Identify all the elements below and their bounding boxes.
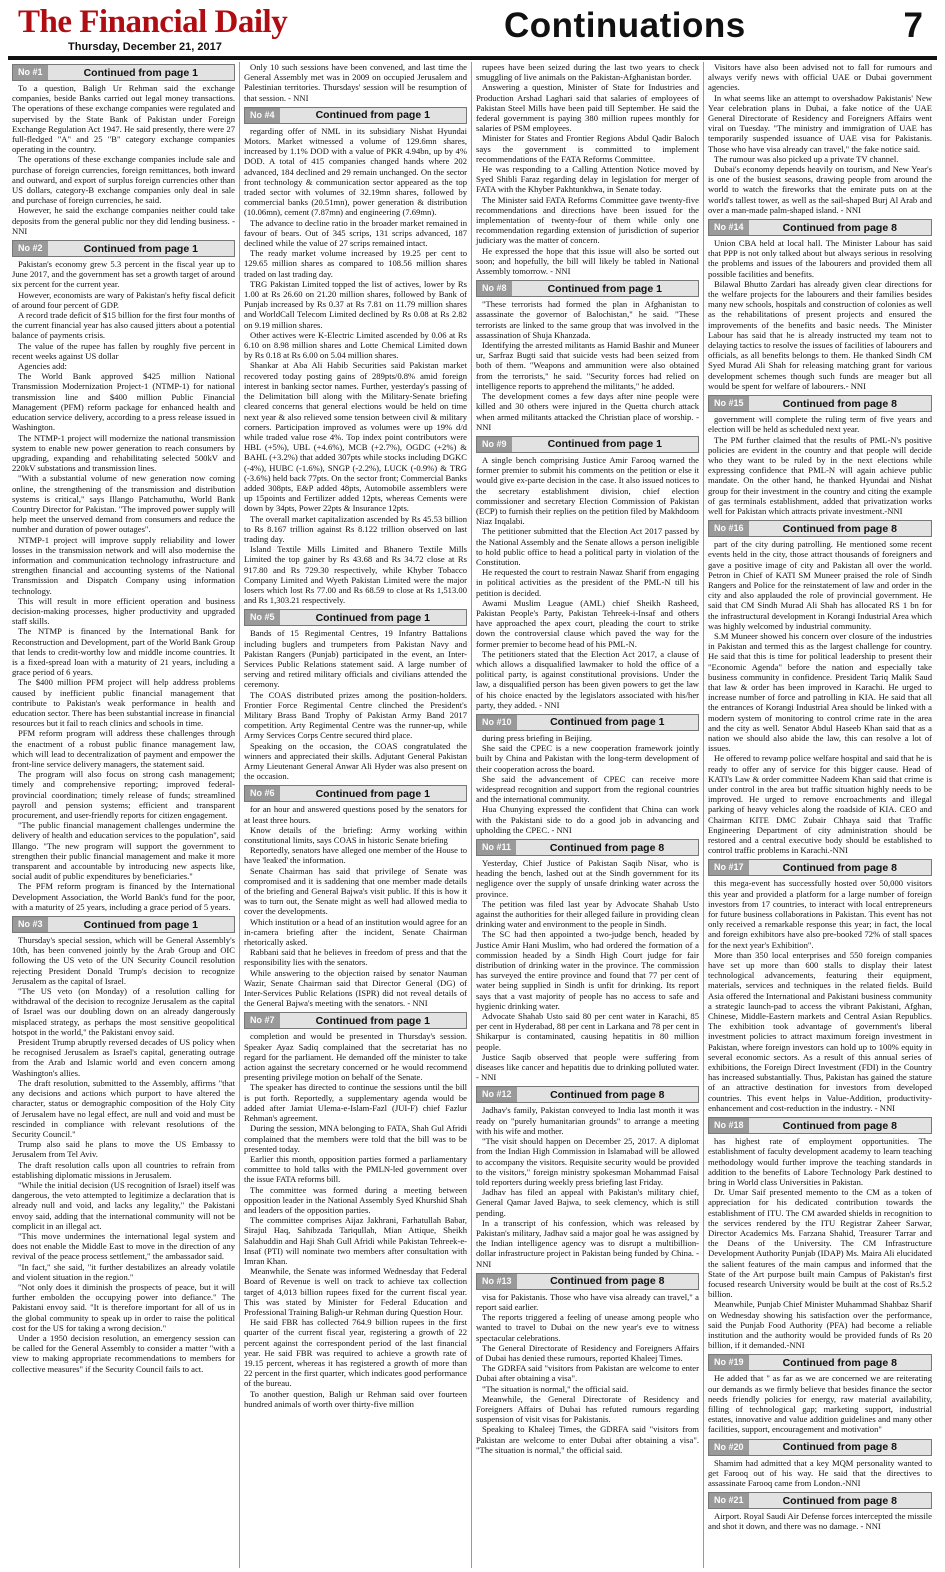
story-paragraph: The General Directorate of Residency and Foreigners Affairs of Dubai has denied these rumours, reported Khaleej Times. [476, 1342, 699, 1363]
story-title: Continued from page 8 [782, 1494, 897, 1507]
story-paragraph: Bilawal Bhutto Zardari has already given clear directions for the welfare projects for the labourers and their families besides many new schools, hospitals and construction of colonies as well as the rehabilitations of present projects and ensured the improvements of the benefits and basic needs. The Minister Labour has said that he is already instructed my team not to delaying tactics to resolve the issues of facilities of labourers and officials, as all benefits belongs to them. He thanked Sindh CM Syed Murad Ali Shah for releasing matching grant for various development schemes though such funds are meager but all would be spent for welfare of labourers.- NNI [708, 278, 932, 391]
story-number: No #21 [709, 1493, 749, 1508]
story-title: Continued from page 8 [782, 221, 897, 234]
story [476, 1273, 699, 1455]
story-title: Continued from page 8 [549, 841, 665, 854]
story-paragraph: Meanwhile, Punjab Chief Minister Muhammad Shahbaz Sharif on Wednesday showing his satisfaction over the performance, said the Punjab Food Authority (PFA) had become a reliable institution and the authority would be provided funds of Rs 20 billion, if it demanded.-NNI [708, 1299, 932, 1351]
story [12, 64, 235, 236]
story-paragraph: Thursday's special session, which will be General Assembly's 10th, has been convened jointly by the Arab Group and OIC following the US veto of the UN Security Council resolution rejecting President Donald Trump's decision to recognize Jerusalem as the capital of Israel. [12, 935, 235, 986]
story-paragraph: While answering to the objection raised by senator Nauman Wazir, Senate Chairman said that Director General (DG) of Inter-Services Public Relations (ISPR) did not reveal details of the General Bajwa's meeting with the senators. - NNI [244, 967, 467, 1009]
story-paragraph: Dr. Umar Saif presented memento to the CM as a token of appreciation for his dedicated contribution towards the establishment of ITU. The CM awarded shields in recognition to the services rendered by the ITU Registrar Zaheer Sarwar, Director Academics Ms. Farzana Shahid, Treasurer Tarrar and the Deans of the University. The CM Infrastructure Development Authority Punjab (IDAP) Ms. Maira Ali elucidated the salient features of the main campus and informed that the State of the Art purpose built main Campus of Pakistan's first focused research University would be built at the cost of Rs.5.2 billion. [708, 1187, 932, 1300]
story-paragraph: The program will also focus on strong cash management; timely and comprehensive reporting; improved federal-provincial coordination; timely release of funds; streamlined payroll and pension systems; efficient and transparent procurement, and user-friendly reports for citizen engagement. [12, 769, 235, 821]
story [12, 240, 235, 912]
story-paragraph: Shankar at Aba Ali Habib Securities said Pakistan market recovered today posting gains of 289pts/0.8% amid foreign interest in banking sector names. Further, yesterday's passing of the Delimitation bill along with the Military-Senate briefing cleared concerns that general elections would be held on time next year & also relieved some tension between civil & military corners. Participation improved as volumes were up 19% d/d while traded value rose 4%. Top index point contributors were HBL (+5%), UBL (+4.6%), MCB (+2.7%), OGDC (+2%) & BAHL (+3.2%) that added 307pts while stocks including DGKC (-4%), HUBC (-1.6%), SNGP (-2.2%), LUCK (-0.9%) & TRG (-3.6%) held back 77pts. On the sector front; Commercial Banks added 308pts, E&P added 48pts, Automobile assemblers were up 15points and Fertilizer added 12pts, whereas Cements were down by 34pts, Power 22pts & Insurance 12pts. [244, 360, 467, 514]
story [12, 916, 235, 1374]
story-paragraph: The draft resolution, submitted to the Assembly, affirms "that any decisions and actions which purport to have altered the character, status or demographic composition of the Holy City of Jerusalem have no legal effect, are null and void and must be rescinded in compliance with relevant resolutions of the Security Council." [12, 1077, 235, 1139]
story-paragraph: The PM further claimed that the results of PML-N's positive policies are evident in the country and that people will decide who they want to be ruled by in the next elections while expressing confidence that PML-N will again achieve public mandate. On the other hand, he thanked Hyundai and Nishat group for their investment in the country and citing the example of gas terminals establishment, added that privatization works well for Pakistan which attracts private investment.-NNI [708, 434, 932, 516]
column-2 [240, 62, 472, 1568]
story-header [708, 859, 932, 876]
story-paragraph: The speaker has directed to continue the sessions until the bill is put forth. Reportedly, a supplementary agenda would be added after Jamiat Ulema-e-Islam-Fazl (JUI-F) chief Fazlur Rehman's agreement. [244, 1082, 467, 1124]
story-paragraph: The PFM reform program is financed by the International Development Association, the World Bank's fund for the poor, with a maturity of 25 years, including a grace period of 5 years. [12, 881, 235, 912]
story-header [476, 1086, 699, 1103]
story-title: Continued from page 8 [550, 1088, 665, 1101]
story-paragraph: "The visit should happen on December 25, 2017. A diplomat from the Indian High Commission in Islamabad will be allowed to accompany the visitors. Requisite security would be provided to the visitors," foreign ministry spokesman Mohammad Faisal told reporters during weekly press briefing last Friday. [476, 1136, 699, 1187]
story-number: No #11 [477, 840, 516, 855]
story-paragraph: Advocate Shahab Usto said 80 per cent water in Karachi, 85 per cent in Hyderabad, 88 per cent in Larkana and 78 per cent in Shikarpur is contaminated, causing hepatitis in 80 million people. [476, 1011, 699, 1052]
story [244, 609, 467, 781]
masthead [8, 4, 937, 54]
story-paragraph: Shamim had admitted that a key MQM personality wanted to get Farooq out of his way. He said that the directives to assassinate Farooq came from London.-NNI [708, 1457, 932, 1488]
story [708, 219, 932, 391]
story [476, 1086, 699, 1268]
story-paragraph: part of the city during patrolling. He mentioned some recent events held in the city, those attract thousands of foreigners and gave a positive image of city and Pakistan all over the world. Petron in Chief of KATI SM Muneer praised the role of Sindh Rangers and Police for the reinstatement of law and order in the city and also applauded the role of provincial government. He said that CM Sindh Murad Ali Shah has allocated RS 1 bn for the infrastructural development in Korangi Industrial Area which was highly welcomed by industrial community. [708, 539, 932, 631]
story-header [244, 785, 467, 802]
story-paragraph: Agencies add: [18, 361, 67, 372]
story-paragraph: completion and would be presented in Thursday's session. Speaker Ayaz Sadiq complained that the secretariat has no regard for the parliament. He demanded off the minister to take action against the secretary concerned or he would recommend presenting privilege motion on behalf of the Senate. [244, 1031, 467, 1083]
story-paragraph: "With a substantial volume of new generation now coming online, the strengthening of the transmission and distribution systems is critical," says Illango Patchamuthu, World Bank Country Director for Pakistan. "The improved power supply will help meet the unserved demand from consumers and reduce the number and duration of power outages". [12, 473, 235, 535]
story-paragraph: "The public financial management challenges undermine the delivery of health and education services to the population", said Illango. "The new program will support the government to strengthen their public financial management and make it more transparent and accountable by introducing new aspects like, social audit of public expenditures by beneficiaries." [12, 820, 235, 882]
story-number: No #9 [477, 437, 512, 452]
story-paragraph: "The situation is normal," the official said. [482, 1383, 629, 1394]
story-title: Continued from page 8 [782, 1119, 897, 1132]
story-title: Continued from page 8 [550, 1275, 665, 1288]
story-title: Continued from page 1 [315, 109, 430, 122]
story-paragraph: government will complete the ruling term of five years and election will be held as scheduled next year. [708, 414, 932, 435]
page-number: 7 [903, 6, 923, 45]
story [244, 785, 467, 1008]
story-paragraph: In a transcript of his confession, which was released by Pakistan's military, Jadhav said a major goal he was assigned by the Indian intelligence agency was to disrupt a multibillion-dollar infrastructure project in Pakistan being funded by China. - NNI [476, 1217, 699, 1269]
story-title: Continued from page 8 [782, 1441, 897, 1454]
story-paragraph: The rumour was also picked up a private TV channel. [714, 153, 899, 164]
story-paragraph: The petition was filed last year by Advocate Shahab Usto against the authorities for their alleged failure in providing clean drinking water and environment to the people in Sindh. [476, 898, 699, 930]
story-paragraph: The committee comprises Aijaz Jakhrani, Farhatullah Babar, Sirajul Haq, Sahibzada Tariqullah, Mian Attique, Sheikh Salahuddin and Haji Shah Gull Afridi while Pakistan Tehreek-e-Insaf (PTI) will nominate two members after consultation with Imran Khan. [244, 1215, 467, 1266]
story [708, 1354, 932, 1434]
story-title: Continued from page 1 [83, 918, 198, 931]
story-title: Continued from page 1 [315, 611, 430, 624]
story-paragraph: The NTMP-1 project will modernize the national transmission system to enable new power generation to reach consumers by upgrading, expanding and rehabilitating selected 500kV and 220kV substations and transmission lines. [12, 432, 235, 474]
story-paragraph: He requested the court to restrain Nawaz Sharif from engaging in political activities as the president of the PML-N till his petition is decided. [476, 567, 699, 598]
story-number: No #20 [709, 1440, 749, 1455]
story-paragraph: "The US veto (on Monday) of a resolution calling for withdrawal of the decision to recognize Jerusalem as the capital of Israel was our doubling down on an already dangerously misplaced strategy, as perhaps the most sensitive geopolitical hotspot in the world," the Pakistani envoy said. [12, 986, 235, 1037]
story-number: No #8 [477, 281, 512, 296]
story [244, 107, 467, 606]
story-paragraph: Speaking on the occasion, the COAS congratulated the winners and appreciated their skills. Adjutant General Pakistan Army Lieutenant General Anwar Ali Hyder was also present on the occasion. [244, 740, 467, 782]
story-paragraph: Yesterday, Chief Justice of Pakistan Saqib Nisar, who is heading the bench, lashed out at the Sindh government for its negligence over the supply of unsafe drinking water across the province. [476, 858, 699, 899]
story-paragraph: visa for Pakistanis. Those who have visa already can travel," a report said earlier. [476, 1291, 699, 1312]
story-paragraph: The Minister said FATA Reforms Committee gave twenty-five recommendations and directions have been issued for the implementation of twenty-four of them while only one recommendation regarding extension of jurisdiction of superior judiciary was the matter of concern. [476, 194, 699, 246]
story-header [476, 280, 699, 297]
story-number: No #2 [13, 241, 48, 256]
story-header [476, 714, 699, 731]
story-paragraph: The $400 million PFM project will help address problems caused by inefficient public financial management that contribute to Pakistan's weak performance in health and education sector. There has been substantial increase in financial resources but it fail to reach clinics and schools in time. [12, 677, 235, 729]
story [476, 280, 699, 432]
story-paragraph: She said the CPEC is a new cooperation framework jointly built by China and Pakistan with the long-term development of their cooperation across the board. [476, 743, 699, 774]
story-paragraph: Which institution or a head of an institution would agree for an in-camera briefing after the incident, Senate Chairman rhetorically asked. [244, 916, 467, 948]
story-paragraph: Bands of 15 Regimental Centres, 19 Infantry Battalions including buglers and trumpeters from Pakistan Navy and Pakistan Rangers (Punjab) participated in the event, an Inter-Services Public Relations statement said. A large number of serving and retired military officials and civilians attended the ceremony. [244, 628, 467, 690]
story-header [244, 107, 467, 124]
story-paragraph: Meanwhile, the General Directorate of Residency and Foreigners Affairs of Dubai has refuted rumours regarding suspension of visit visas for Pakistanis. [476, 1393, 699, 1425]
story-number: No #3 [13, 917, 48, 932]
newspaper-logo: The Financial Daily [18, 4, 288, 40]
story-paragraph: Answering a question, Minister of State for Industries and Production Arshad Laghari said that salaries of employees of Pakistan Steel Mills have been paid till September. He said the federal government is paying 380 million rupees monthly for salaries of PSM employees. [476, 82, 699, 134]
issue-date: Thursday, December 21, 2017 [68, 41, 222, 53]
story [708, 1117, 932, 1350]
story-header [708, 1117, 932, 1134]
masthead-rule [8, 56, 937, 60]
story-paragraph: "This move undermines the international legal system and does not enable the Middle East to move in the direction of any revival of the peace process settlement," the ambassador said. [12, 1230, 235, 1262]
story-paragraph: Only 10 such sessions have been convened, and last time the General Assembly met was in 2009 on occupied Jerusalem and Palestinian territories. Thursdays' session will be resumption of that session. - NNI [244, 62, 467, 103]
story-number: No #12 [477, 1087, 517, 1102]
story-number: No #6 [245, 786, 280, 801]
story-paragraph: rupees have been seized during the last two years to check smuggling of live animals on the Pakistan-Afghanistan border. [476, 62, 699, 83]
story [708, 520, 932, 855]
story-paragraph: for an hour and answered questions posed by the senators for at least three hours. [244, 804, 467, 825]
story-paragraph: Visitors have also been advised not to fall for rumours and always verify news with official UAE or Dubai government agencies. [708, 62, 932, 93]
section-title: Continuations [504, 6, 746, 45]
story-number: No #16 [709, 521, 749, 536]
story-paragraph: this mega-event has successfully hosted over 50,000 visitors this year and provided a platform for a large number of foreign investors from 17 countries, to interact with local entrepreneurs for future business collaborations in Pakistan. This event has not only received a remarkable response this year; in fact, the local and foreign exhibitors have also pre-booked 72% of stall spaces for the next year's Exhibition". [708, 878, 932, 950]
story [708, 62, 932, 215]
story-header [244, 609, 467, 626]
story-header [476, 1273, 699, 1290]
story [476, 62, 699, 276]
story-paragraph: Meanwhile, the Senate was informed Wednesday that Federal Board of Revenue is well on track to achieve tax collection target of 4,013 billion rupees fixed for the current fiscal year. This was stated by Minister for Federal Education and Professional Training Baligh-ur Rehman during Question Hour. [244, 1266, 467, 1317]
story-number: No #5 [245, 610, 280, 625]
story-header [244, 1012, 467, 1029]
story [244, 1012, 467, 1409]
story-title: Continued from page 1 [315, 1014, 430, 1027]
story-paragraph: Speaking to Khaleej Times, the GDRFA said "visitors from Pakistan are welcome to enter Dubai after obtaining a visa". "The situation is normal," the official said. [476, 1424, 699, 1455]
story-title: Continued from page 1 [83, 66, 198, 79]
story-title: Continued from page 8 [782, 1356, 897, 1369]
story-title: Continued from page 1 [315, 787, 430, 800]
story-paragraph: To another question, Baligh ur Rehman said over fourteen hundred animals of worth over thirty-five million [244, 1388, 467, 1409]
story-paragraph: Airport. Royal Saudi Air Defense forces intercepted the missile and shot it down, and there was no damage. - NNI [708, 1511, 932, 1532]
story-paragraph: However, he said the exchange companies neither could take deposits from the general public nor they did lending business. - NNI [12, 205, 235, 236]
story-number: No #1 [13, 65, 48, 80]
story-paragraph: The GDRFA said "visitors from Pakistan are welcome to enter Dubai after obtaining a visa". [476, 1363, 699, 1384]
story-paragraph: "While the initial decision (US recognition of Israel) itself was dangerous, the veto attempted to legitimize a declaration that is already null and void, and lacks any legality," the Pakistani envoy said, adding that the international community will not be complicit in an illegal act. [12, 1179, 235, 1231]
story [708, 1439, 932, 1489]
story-paragraph: More than 350 local enterprises and 550 foreign companies have set up more than 600 stalls to display their latest technological advancements, featuring their equipment, materials, services and techniques in the related fields. Build Asia offered the International and Pakistani business community a strategic launch-pad to access the vibrant Pakistani, Afghan, Chinese, Middle-Eastern markets and Central Asian Republics. The exhibition took advantage of government's liberal investment policies to attract maximum foreign investment in Pakistan, where foreign investors can hold up to 100% equity in several economic sectors. As a result of this annual series of exhibitions, the Foreign Direct Investment (FDI) in the Country has increased substantially. Thus, Pakistan has gained the stature of an attractive destination for investors from developed countries. This event helps in Value-Addition, productivity-enhancement and cost-reduction in the industry. - NNI [708, 949, 932, 1113]
story-paragraph: Jadhav's family, Pakistan conveyed to India last month it was ready on "purely humanitarian grounds" to arrange a meeting with his wife and mother. [476, 1105, 699, 1136]
story-header [708, 219, 932, 236]
story-paragraph: Justice Saqib observed that people were suffering from diseases like cancer and hepatitis due to drinking polluted water. - NNI [476, 1051, 699, 1083]
story-paragraph: Pakistan's economy grew 5.3 percent in the fiscal year up to June 2017, and the government has set a growth target of around six percent for the current year. [12, 259, 235, 290]
story-paragraph: Dubai's economy depends heavily on tourism, and New Year's is one of the busiest seasons, drawing people from around the world to watch the fireworks that the emirate puts on at the world's tallest tower, as well as the sail-shaped Burj Al Arab and over a man-made palm-shaped island. - NNI [708, 164, 932, 215]
column-1 [8, 62, 240, 1568]
story-number: No #14 [709, 220, 749, 235]
column-4 [704, 62, 936, 1568]
article-columns [8, 62, 937, 1568]
story-paragraph: The development comes a few days after nine people were killed and 30 others were injured in the Quetta church attack when armed militants attacked the Christian place of worship. - NNI [476, 391, 699, 432]
story-number: No #7 [245, 1013, 280, 1028]
story-header [708, 1439, 932, 1456]
story-paragraph: To a question, Baligh Ur Rehman said the exchange companies, beside Banks carried out legal money transactions. The operations of these exchange companies were regulated and supervised by the State Bank of Pakistan under Foreign Exchange Regulation Act 1947. He said presently, there were 27 full-fledged "A" and 25 "B" category exchange companies operating in the country. [12, 83, 235, 155]
story-paragraph: Jadhav has filed an appeal with Pakistan's military chief, General Qamar Javed Bajwa, to seek clemency, which is still pending. [476, 1187, 699, 1218]
story-paragraph: Union CBA held at local hall. The Minister Labour has said that PPP is not only talked about but always serious in resolving the problems and issues of the labourers and provided them all possible facilities and benefits. [708, 238, 932, 279]
story-number: No #13 [477, 1274, 517, 1289]
story-title: Continued from page 8 [782, 861, 897, 874]
story-paragraph: The committee was formed during a meeting between opposition leader in the National Assembly Syed Khurshid Shah and leaders of the opposition parties. [244, 1184, 467, 1215]
story-paragraph: She said the advancement of CPEC can receive more widespread recognition and support from the regional countries and the international community. [476, 773, 699, 805]
story-paragraph: This will result in more efficient operation and business decision-making processes, higher productivity and upgraded staff skills. [12, 595, 235, 627]
story-paragraph: The COAS distributed prizes among the position-holders. Frontier Force Regimental Centre clinched the President's Military Brass Band Trophy of Pakistan Army Band 2017 competition. Arty Regimental Centre was the runner-up, while Army Services Corps Centre secured third place. [244, 689, 467, 741]
story-paragraph: PFM reform program will address these challenges through the enactment of a robust public finance management law, which will lead to decentralization of payment and empower the front-line service delivery managers, the statement said. [12, 728, 235, 769]
story-paragraph: S.M Muneer showed his concern over closure of the industries in Pakistan and termed this as the largest challenge for country. He said that this is time for political leadership to present their "Economic Agenda" before the nation and especially take business community in confidence. President Tariq Malik Saud that law & order has been improved in Karachi. He urged to increase number of force and patrolling in KIA. He said that all the entrances of Korangi Industrial Area should be linked with a modern system of monitoring to control crime rate in the area and the city as well. Senator Abdul Haseeb Khan said that as a nation we should also abide the law, this can resolve a lot of issues. [708, 630, 932, 754]
story-header [708, 520, 932, 537]
story-paragraph: Island Textile Mills Limited and Bhanero Textile Mills Limited the top gainer by Rs 43.68 and Rs 34.72 close at Rs 917.80 and Rs 729.30 respectively, while Khyber Tobacco Company Limited and Wyeth Pakistan Limited were the major losers which lost Rs 77.00 and Rs 68.59 to close at Rs 1,513.00 and Rs 1,303.21 respectively. [244, 544, 467, 606]
story-header [708, 1492, 932, 1509]
story [708, 859, 932, 1113]
story-paragraph: He was responding to a Calling Attention Notice moved by Syed Shibli Faraz regarding delay in legislation for merger of FATA with the Khyber Pakhtunkhwa, in Senate today. [476, 164, 699, 195]
story-paragraph: Awami Muslim League (AML) chief Sheikh Rasheed, Pakistan People's Party, Pakistan Tehreek-i-Insaf and others have approached the apex court, pleading the court to strike down the controversial clause which paved the way for the former premier to become head of his PML-N. [476, 597, 699, 649]
story [476, 839, 699, 1082]
story-number: No #19 [709, 1355, 749, 1370]
story-paragraph: Rabbani said that he believes in freedom of press and that the responsibility lies with the senators. [244, 947, 467, 968]
story-number: No #17 [709, 860, 749, 875]
story [244, 62, 467, 103]
story-paragraph: Other actives were K-Electric Limited ascended by 0.06 at Rs 6.10 on 8.98 million shares and Lotte Chemical Limited down by Rs 0.18 at Rs 6.00 on 5.04 million shares. [244, 329, 467, 361]
story [476, 714, 699, 835]
story-paragraph: TRG Pakistan Limited topped the list of actives, lower by Rs 1.00 at Rs 26.60 on 21.20 million shares, followed by Bank of Punjab increased by Rs 0.37 at Rs 7.81 on 11.79 million shares and WorldCall Telecom Limited declined by Rs 0.08 at Rs 2.82 on 9.19 million shares. [244, 278, 467, 330]
story-header [12, 916, 235, 933]
story-paragraph: during press briefing in Beijing. [482, 732, 593, 743]
story-paragraph: The ready market volume increased by 19.25 per cent to 129.65 million shares as compared to 108.56 million shares traded on last trading day. [244, 248, 467, 279]
story-paragraph: He added that " as far as we are concerned we are reiterating our demands as we firmly believe that besides finance the sector needs friendly policies for energy, raw material availability, filling of technological gap; marketing support, industrial estates, innovative and value addition guidelines and many other facilities, support, encouragement and motivation" [708, 1373, 932, 1435]
story-paragraph: The reports triggered a feeling of unease among people who wanted to travel to Dubai on the new year's eve to witness spectacular celebrations. [476, 1312, 699, 1343]
story-header [708, 395, 932, 412]
story-number: No #10 [477, 715, 517, 730]
story-paragraph: However, economists are wary of Pakistan's hefty fiscal deficit of around four percent of GDP. [12, 289, 235, 310]
story-paragraph: Under a 1950 decision resolution, an emergency session can be called for the General Assembly to consider a matter "with a view to making appropriate recommendations to members for collective measures" if the Security Council fails to act. [12, 1332, 235, 1374]
story-paragraph: The overall market capitalization ascended by Rs 45.53 billion to Rs 8.167 trillion against Rs 8.122 trillion observed on last trading day. [244, 513, 467, 544]
story-paragraph: Trump also said he plans to move the US Embassy to Jerusalem from Tel Aviv. [12, 1139, 235, 1160]
story-paragraph: The SC had then appointed a two-judge bench, headed by Justice Amir Hani Muslim, who had ordered the formation of a commission headed by a Sindh High Court judge for fair distribution of drinking water in the province. The commission has surveyed the entire province and found that 77 per cent of water being supplied in Sindh is unfit for drinking. Its report says that a vast majority of people has no access to safe and hygienic drinking water. [476, 929, 699, 1011]
story-number: No #15 [709, 396, 749, 411]
story-paragraph: Earlier this month, opposition parties formed a parliamentary committee to hold talks with the PMLN-led government over the issue FATA reforms bill. [244, 1153, 467, 1185]
story-title: Continued from page 8 [782, 522, 897, 535]
story-paragraph: regarding offer of NML in its subsidiary Nishat Hyundai Motors. Market witnessed a volume of 129.6mn shares, increased by 1.1% DOD with a value of PKR 4.94bn, up by 4% DOD. A total of 415 companies changed hands where 202 advanced, 184 declined and 29 remain unchanged. On the sector front technology & communication sector appeared as the top traded sector with volumes of 32.19mn shares, followed by commercial banks (20.51mn), power generation & distribution (10.06mn), cement (7.87mn) and engineering (7.69mn). [244, 125, 467, 218]
story-header [12, 240, 235, 257]
story-paragraph: The NTMP is financed by the International Bank for Reconstruction and Development, part of the World Bank Group that lends to credit-worthy low and middle income countries. It is a fixed-spread loan with a maturity of 21 years, including a grace period of 6 years. [12, 626, 235, 678]
story-title: Continued from page 1 [83, 242, 198, 255]
story-header [12, 64, 235, 81]
story-number: No #18 [709, 1118, 749, 1133]
story-paragraph: "These terrorists had formed the plan in Afghanistan to assassinate the governor of Balochistan," he said. "These terrorists are linked to the same group that was involved in the assassination of Shuja Khanzada. [476, 299, 699, 340]
story-paragraph: Reportedly, senators have alleged one member of the House to have 'leaked' the information. [244, 845, 467, 866]
story-paragraph: In what seems like an attempt to overshadow Pakistanis' New Year celebration plans in Dubai, a fake notice of the UAE General Directorate of Residency and Foreigners Affairs went viral on Tuesday. "The ministry and immigration of UAE has temporarily suspended issuance of UAE visa for Pakistanis. Those who have visa already can travel," the fake notice said. [708, 92, 932, 154]
story-paragraph: The advance to decline ratio in the broader market remained in favour of bears. Out of 345 scrips, 131 scrips advanced, 187 declined while the value of 27 scrips remained intact. [244, 217, 467, 249]
story-paragraph: The operations of these exchange companies include sale and purchase of foreign currencies, foreign remittances, both inward and outward, and export of surplus foreign currencies other than US dollars, category-B exchange companies only deal in sale and purchase of foreign currencies, he said. [12, 154, 235, 206]
story-paragraph: He expressed the hope that this issue will also be sorted out soon; and hopefully, the bill will likely be tabled in National Assembly tomorrow. - NNI [476, 245, 699, 277]
story [708, 1492, 932, 1531]
story-paragraph: Senate Chairman has said that privilege of Senate was compromised and it is saddening that one member made details of the briefing and General Bajwa's visit public. If this is how it was to turn out, the Senate might as well had allowed media to cover the developments. [244, 865, 467, 917]
story-header [476, 839, 699, 856]
story-title: Continued from page 8 [782, 397, 897, 410]
story-paragraph: Identifying the arrested militants as Hamid Bashir and Muneer ur, Sarfraz Bugti said that suicide vests had been seized from both of them. "Weapons and ammunition were also obtained from the terrorists," he said. "Security forces had relied on intelligence reports to apprehend the militants," he added. [476, 340, 699, 391]
story-paragraph: The draft resolution calls upon all countries to refrain from establishing diplomatic missions in Jerusalem. [12, 1159, 235, 1180]
story-paragraph: has highest rate of employment opportunities. The establishment of faculty development academy to learn teaching methodology would further improve the teaching standards in addition to the benefits of Labore Technology Park destined to bring in World class Universities in Pakistan. [708, 1136, 932, 1187]
story-header [476, 436, 699, 453]
story-paragraph: A record trade deficit of $15 billion for the first four months of the current financial year has also caused jitters about a potential balance of payments crisis. [12, 310, 235, 341]
story-title: Continued from page 1 [550, 716, 665, 729]
story-paragraph: He offered to revamp police welfare hospital and said that he is ready to offer any of service for this bigger cause. Head of KATI's Law & order committee Nadeem Khan said that crime is under control in the area but traffic situation highly needs to be improved. He urged to remove encroachments and illegal parking of heavy vehicles along the roadside of KIA. CEO and Chairman KITE DMC Zubair Chhaya said that Traffic Engineering Department of city administration should be restored and a central executive body should be established to control traffic problems in Karachi.-NNI [708, 753, 932, 856]
story-paragraph: The World Bank approved $425 million National Transmission Modernization Project-1 (NTMP-1) for national transmission line and $400 million Public Financial Management (PFM) reform package for enhanced health and education service delivery, according to a press release issued in Washington. [12, 371, 235, 433]
story-paragraph: The petitioners stated that the Election Act 2017, a clause of which allows a disqualified lawmaker to hold the office of a political party, is against constitutional provisions. Under the law, a disqualified person has been given powers to get the law of his choice enacted by the legislators associated with his/her party, they added. - NNI [476, 648, 699, 710]
story-title: Continued from page 1 [547, 282, 662, 295]
story-paragraph: President Trump abruptly reversed decades of US policy when he recognised Jerusalem as Israel's capital, generating outrage from the Arab and Islamic world and even concern among Washington's allies. [12, 1037, 235, 1078]
story-title: Continued from page 1 [547, 438, 662, 451]
story-paragraph: NTMP-1 project will improve supply reliability and lower losses in the transmission network and will also modernise the information and communication technology infrastructure and strengthen financial and accounting systems of the National Transmission and Dispatch Company using information technology. [12, 534, 235, 596]
story-number: No #4 [245, 108, 280, 123]
story-paragraph: Know details of the briefing: Army working within constitutional limits, says COAS in historic Senate briefing [244, 824, 467, 846]
story-paragraph: The value of the rupee has fallen by roughly five percent in recent weeks against US dollar [12, 340, 235, 361]
story-paragraph: He said FBR has collected 764.9 billion rupees in the first quarter of the current fiscal year, registering a growth of 22 percent against the correspondent period of the last financial year. He said FBR was required to achieve a growth rate of 19.15 percent, whereas it has registered a growth of more than 22 percent in the first quarter, which indicates good performance of the bureau. [244, 1317, 467, 1389]
story-paragraph: Hua Chunying expressed the confident that China can work with the Pakistani side to do a good job in advancing and upholding the CPEC. - NNI [476, 804, 699, 835]
story [708, 395, 932, 516]
story-paragraph: The petitioner submitted that the Election Act 2017 passed by the National Assembly and the Senate allows a person ineligible to hold public office to head a political party in violation of the Constitution. [476, 526, 699, 567]
story-paragraph: A single bench comprising Justice Amir Farooq warned the former premier to submit his comments on the petition or else it would give ex-parte decision in the case. It also issued notices to the secretary establishment division, chief election commissioner and secretary Election Commission of Pakistan (ECP) to furnish their replies on the petition filed by Makhdoom Niaz Inqalabi. [476, 454, 699, 527]
story-paragraph: "Not only does it diminish the prospects of peace, but it will further embolden the occupying power into defiance." The Pakistani envoy said. "It is therefore important for all of us in the global community to speak up in order to raise the political cost for the US for taking a wrong decision." [12, 1281, 235, 1333]
story-paragraph: Minister for States and Frontier Regions Abdul Qadir Baloch says the government is committed to implement recommendations of the FATA Reforms Committee. [476, 133, 699, 164]
story-paragraph: During the session, MNA belonging to FATA, Shah Gul Afridi complained that the members were told that the bill was to be presented today. [244, 1123, 467, 1154]
column-3 [472, 62, 704, 1568]
story [476, 436, 699, 710]
story-paragraph: "In fact," she said, "it further destabilizes an already volatile and violent situation in the region." [12, 1261, 235, 1282]
story-header [708, 1354, 932, 1371]
